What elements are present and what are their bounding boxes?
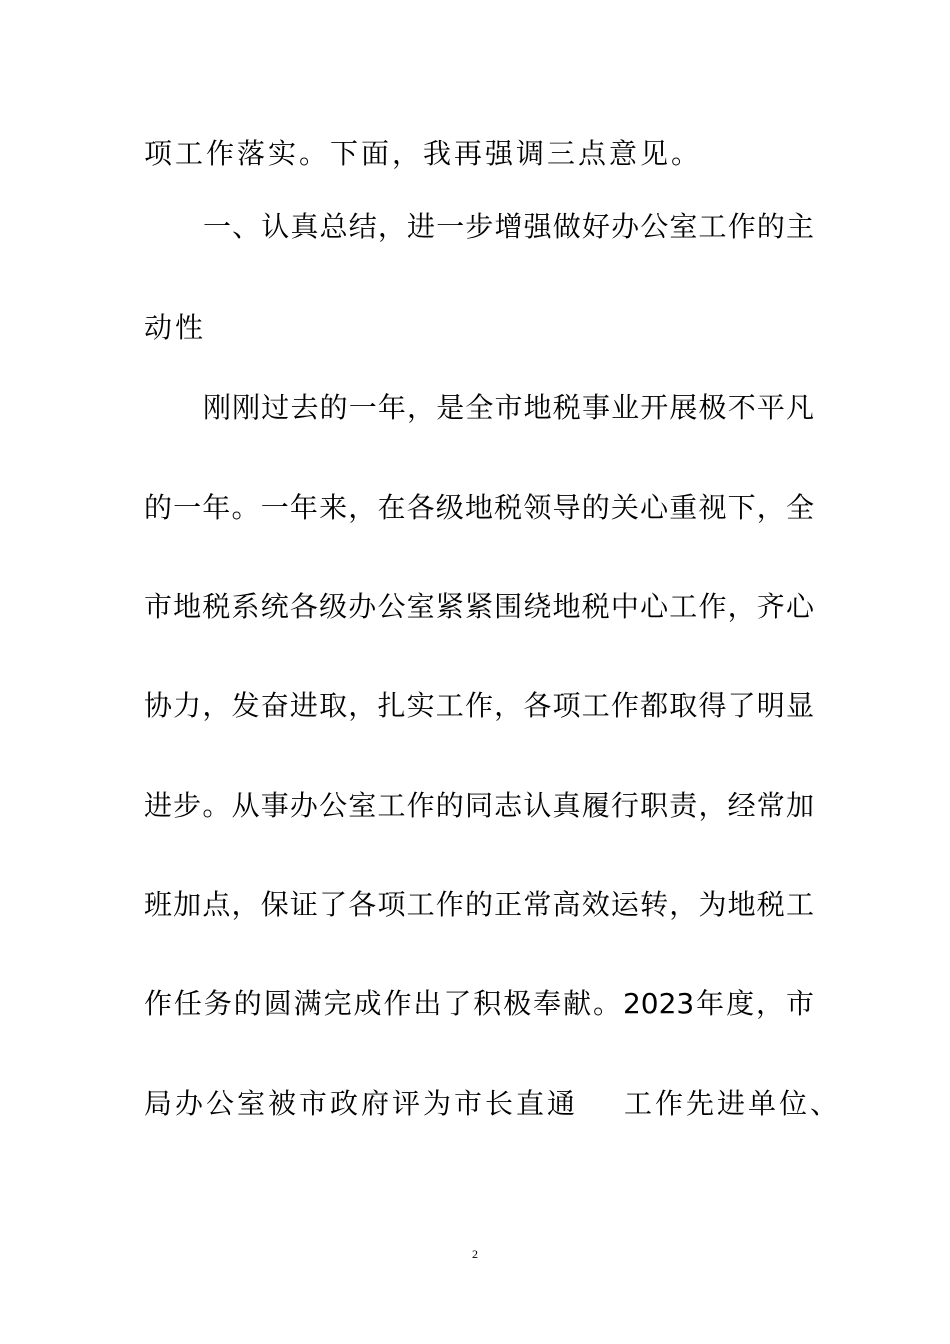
text-line-8: 进步。从事办公室工作的同志认真履行职责，经常加 <box>144 789 814 822</box>
text-line-4: 刚刚过去的一年，是全市地税事业开展极不平凡 <box>203 391 814 424</box>
text-line-11-part-1: 局办公室被市政府评为市长直通 <box>144 1087 579 1120</box>
page-number: 2 <box>472 1247 478 1261</box>
text-line-6: 市地税系统各级办公室紧紧围绕地税中心工作，齐心 <box>144 590 814 623</box>
section-heading-line-1: 一、认真总结，进一步增强做好办公室工作的主 <box>203 210 814 243</box>
text-line-9: 班加点，保证了各项工作的正常高效运转，为地税工 <box>144 888 814 921</box>
text-line-5: 的一年。一年来，在各级地税领导的关心重视下，全 <box>144 491 814 524</box>
section-heading-line-2: 动性 <box>144 311 207 344</box>
text-line-10: 作任务的圆满完成作出了积极奉献。2023年度，市 <box>144 987 814 1020</box>
text-line-1: 项工作落实。下面，我再强调三点意见。 <box>144 137 703 170</box>
text-line-11 <box>144 1084 842 1124</box>
text-line-11-part-2: 工作先进单位、 <box>624 1087 842 1120</box>
text-line-7: 协力，发奋进取，扎实工作，各项工作都取得了明显 <box>144 689 814 722</box>
